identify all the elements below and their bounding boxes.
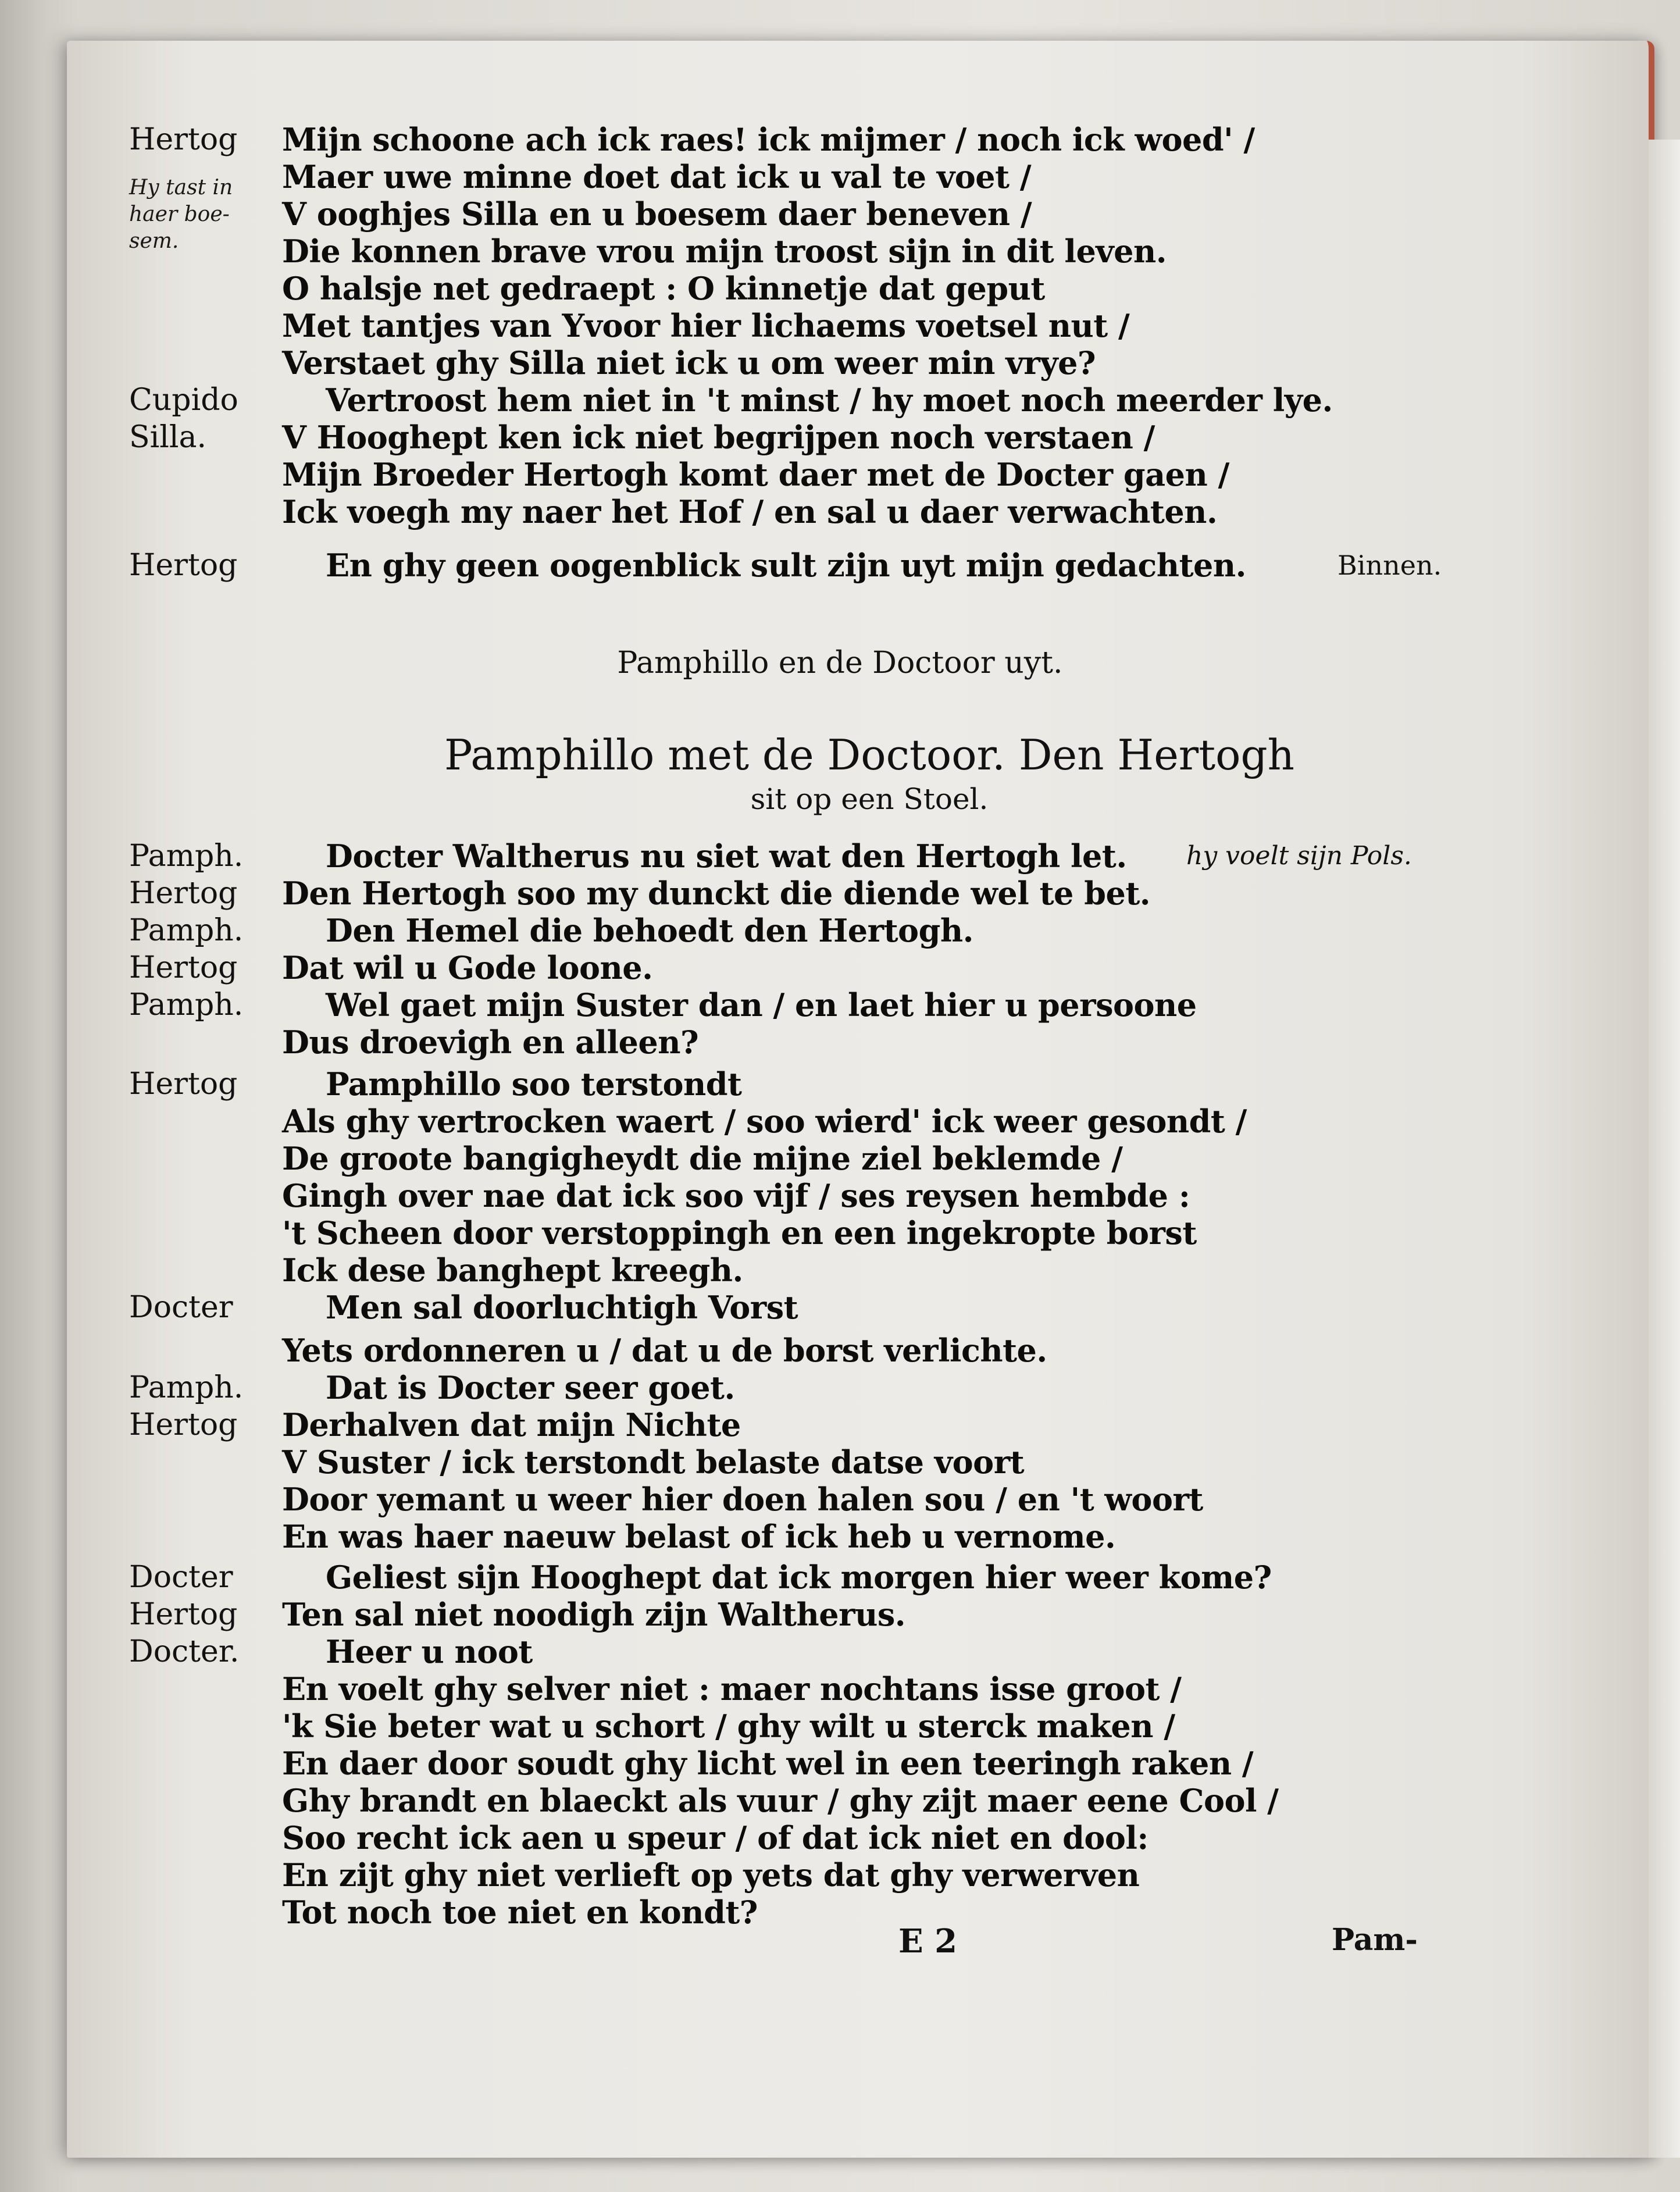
verse-text: 't Scheen door verstoppingh en een ingekropte borst [282, 1214, 1197, 1252]
verse-line [0, 121, 1680, 158]
speaker-name: Hertog [129, 548, 238, 583]
verse-text: Tot noch toe niet en kondt? [282, 1894, 758, 1931]
scene-subheading: sit op een Stoel. [750, 782, 989, 816]
verse-text: V Suster / ick terstondt belaste datse voort [282, 1443, 1025, 1481]
verse-line [0, 1559, 1680, 1596]
verse-line [0, 1065, 1680, 1103]
signature-mark: E 2 [898, 1922, 958, 1961]
scene-heading: Pamphillo met de Doctoor. Den Hertogh [444, 730, 1294, 779]
verse-text: Yets ordonneren u / dat u de borst verlichte. [282, 1332, 1047, 1369]
speaker-name: Docter [129, 1290, 233, 1325]
verse-line [0, 949, 1680, 986]
speaker-name: Docter [129, 1560, 233, 1595]
verse-line [0, 456, 1680, 493]
verse-text: Die konnen brave vrou mijn troost sijn in dit leven. [282, 233, 1167, 270]
verse-text: Ten sal niet noodigh zijn Waltherus. [282, 1596, 906, 1633]
verse-line [0, 1819, 1680, 1856]
speaker-name: Pamph. [129, 839, 244, 874]
verse-line [0, 1856, 1680, 1894]
verse-text: Soo recht ick aen u speur / of dat ick niet en dool: [282, 1819, 1148, 1856]
verse-text: En was haer naeuw belast of ick heb u vernome. [282, 1518, 1116, 1555]
speaker-name: Hertog [129, 876, 238, 911]
verse-line [0, 1894, 1680, 1931]
speaker-name: Silla. [129, 420, 207, 455]
verse-line [0, 1708, 1680, 1745]
verse-text: O halsje net gedraept : O kinnetje dat geput [282, 270, 1045, 307]
speaker-name: Pamph. [129, 913, 244, 948]
verse-line [0, 1252, 1680, 1289]
verse-line [0, 307, 1680, 344]
verse-line [0, 1024, 1680, 1061]
verse-line [0, 1633, 1680, 1670]
verse-text: En daer door soudt ghy licht wel in een teeringh raken / [282, 1745, 1254, 1782]
speaker-name: Hertog [129, 122, 238, 157]
verse-line [0, 158, 1680, 195]
verse-text: Heer u noot [326, 1633, 533, 1670]
verse-text: Maer uwe minne doet dat ick u val te voet / [282, 158, 1032, 195]
verse-text: Men sal doorluchtigh Vorst [326, 1289, 798, 1326]
stage-direction-exit: Pamphillo en de Doctoor uyt. [617, 646, 1063, 680]
verse-line [0, 1406, 1680, 1443]
verse-line [0, 195, 1680, 233]
verse-line [0, 1518, 1680, 1555]
stage-direction-binnen: Binnen. [1337, 550, 1442, 581]
speaker-name: Hertog [129, 1407, 238, 1442]
verse-line [0, 1289, 1680, 1326]
verse-text: Dat wil u Gode loone. [282, 949, 653, 986]
verse-line [0, 912, 1680, 949]
verse-line [0, 1332, 1680, 1369]
verse-text: V Hooghept ken ick niet begrijpen noch verstaen / [282, 419, 1155, 456]
verse-text: Vertroost hem niet in 't minst / hy moet noch meerder lye. [326, 382, 1333, 419]
verse-text: Ghy brandt en blaeckt als vuur / ghy zijt maer eene Cool / [282, 1782, 1279, 1819]
verse-line [0, 1782, 1680, 1819]
verse-line [0, 1369, 1680, 1406]
verse-text: Met tantjes van Yvoor hier lichaems voetsel nut / [282, 307, 1130, 344]
verse-text: En voelt ghy selver niet : maer nochtans isse groot / [282, 1670, 1182, 1708]
catchword: Pam- [1332, 1922, 1418, 1958]
verse-text: Door yemant u weer hier doen halen sou / en 't woort [282, 1481, 1203, 1518]
speaker-name: Docter. [129, 1634, 240, 1669]
verse-text: Als ghy vertrocken waert / soo wierd' ick weer gesondt / [282, 1103, 1247, 1140]
verse-text: En ghy geen oogenblick sult zijn uyt mijn gedachten. [326, 547, 1246, 584]
verse-text: Ick dese banghept kreegh. [282, 1252, 743, 1289]
verse-line [0, 1481, 1680, 1518]
verse-line [0, 493, 1680, 530]
speaker-name: Cupido [129, 383, 238, 418]
verse-line [0, 344, 1680, 382]
verse-text: Geliest sijn Hooghept dat ick morgen hier weer kome? [326, 1559, 1272, 1596]
stage-direction-line [0, 547, 1680, 584]
verse-text: Pamphillo soo terstondt [326, 1065, 742, 1103]
verse-text: Den Hertogh soo my dunckt die diende wel te bet. [282, 875, 1151, 912]
verse-text: Den Hemel die behoedt den Hertogh. [326, 912, 973, 949]
verse-text: Ick voegh my naer het Hof / en sal u daer verwachten. [282, 493, 1218, 530]
verse-text: En zijt ghy niet verlieft op yets dat ghy verwerven [282, 1856, 1140, 1894]
speaker-name: Hertog [129, 950, 238, 985]
verse-line [0, 1214, 1680, 1252]
speaker-name: Hertog [129, 1597, 238, 1632]
verse-line [0, 1745, 1680, 1782]
margin-note-line: Hy tast in [129, 176, 233, 199]
verse-text: Wel gaet mijn Suster dan / en laet hier u persoone [326, 986, 1197, 1024]
verse-text: Mijn Broeder Hertogh komt daer met de Docter gaen / [282, 456, 1229, 493]
verse-line [0, 1103, 1680, 1140]
verse-line [0, 1443, 1680, 1481]
verse-line [0, 1177, 1680, 1214]
verse-line [0, 875, 1680, 912]
verse-line [0, 837, 1680, 875]
verse-line [0, 986, 1680, 1024]
verse-line [0, 419, 1680, 456]
verse-text: 'k Sie beter wat u schort / ghy wilt u sterck maken / [282, 1708, 1175, 1745]
verse-text: Dat is Docter seer goet. [326, 1369, 735, 1406]
verse-line [0, 1596, 1680, 1633]
verse-text: Docter Waltherus nu siet wat den Hertogh let. [326, 837, 1127, 875]
verse-text: Gingh over nae dat ick soo vijf / ses reysen hembde : [282, 1177, 1190, 1214]
verse-line [0, 1670, 1680, 1708]
speaker-name: Pamph. [129, 1370, 244, 1405]
verse-line [0, 233, 1680, 270]
verse-text: V ooghjes Silla en u boesem daer beneven / [282, 195, 1032, 233]
speaker-name: Hertog [129, 1067, 238, 1102]
stage-direction-pulse: hy voelt sijn Pols. [1186, 841, 1412, 871]
verse-text: De groote bangigheydt die mijne ziel beklemde / [282, 1140, 1123, 1177]
speaker-name: Pamph. [129, 988, 244, 1022]
verse-line [0, 270, 1680, 307]
verse-line [0, 1140, 1680, 1177]
margin-note-line: sem. [129, 229, 179, 253]
verse-text: Dus droevigh en alleen? [282, 1024, 699, 1061]
verse-text: Verstaet ghy Silla niet ick u om weer min vrye? [282, 344, 1096, 382]
verse-line [0, 382, 1680, 419]
margin-note-line: haer boe- [129, 202, 230, 226]
verse-text: Derhalven dat mijn Nichte [282, 1406, 741, 1443]
verse-text: Mijn schoone ach ick raes! ick mijmer / noch ick woed' / [282, 121, 1255, 158]
